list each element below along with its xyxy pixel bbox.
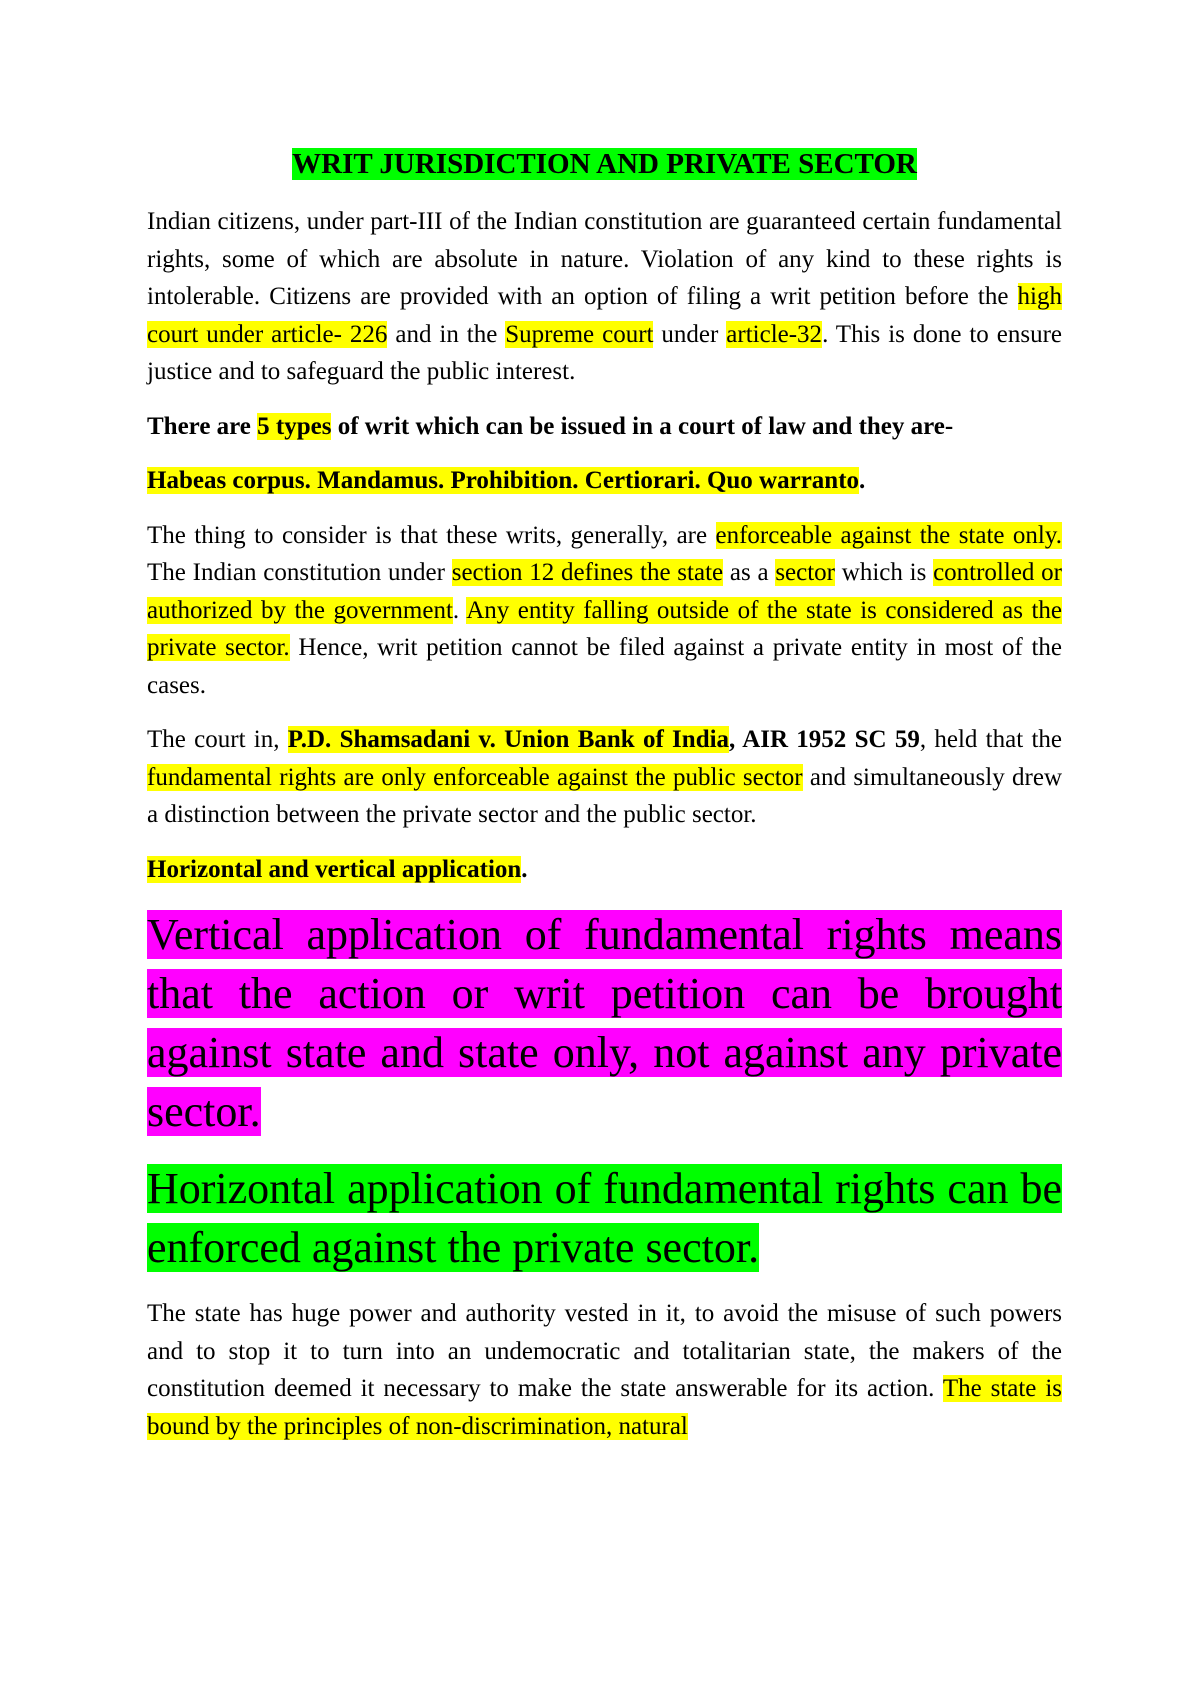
consider-text-4: which is xyxy=(835,559,934,586)
section-heading-application xyxy=(147,851,1062,889)
types-text-1: There are xyxy=(147,412,258,440)
intro-highlight-supreme-court: Supreme court xyxy=(505,320,654,348)
consider-text-1: The thing to consider is that these writs, generally, are xyxy=(147,521,716,549)
section-heading-highlight: Horizontal and vertical application xyxy=(147,855,522,883)
consider-text-2: The Indian constitution under xyxy=(147,559,452,586)
document-title xyxy=(147,144,1062,184)
intro-highlight-article-226: high court under article- 226 xyxy=(147,283,1062,348)
consider-highlight-2: section 12 defines the state xyxy=(451,559,724,586)
final-text-1: The state has huge power and authority vested in it, to avoid the misuse of such powers and to stop it to turn into an undemocratic and totalitarian state, the makers of the constitution deemed it necessary to make the state answerable for its action. xyxy=(147,1300,1062,1402)
document-content xyxy=(147,130,1062,1462)
writ-list-period: . xyxy=(859,467,866,494)
section-heading-period: . xyxy=(521,855,528,883)
horizontal-application-highlight: Horizontal application of fundamental rights can be enforced against the private sector. xyxy=(147,1164,1062,1272)
horizontal-application-paragraph xyxy=(147,1159,1062,1277)
vertical-application-highlight: Vertical application of fundamental rights means that the action or writ petition can be brought against state and state only, not against any private sector. xyxy=(147,910,1062,1136)
writ-list-paragraph xyxy=(147,462,1062,500)
court-text-4: and simultaneously drew a distinction between the private sector and the public sector. xyxy=(147,763,1063,828)
consider-highlight-1: enforceable against the state only. xyxy=(715,521,1063,549)
consider-text-3: as a xyxy=(723,559,776,586)
intro-text-4: . This is done to ensure justice and to safeguard the public interest. xyxy=(147,320,1062,385)
final-highlight-1: The state is bound by the principles of non-discrimination, natural xyxy=(147,1375,1062,1440)
case-law-paragraph xyxy=(147,721,1062,834)
document-title-text: WRIT JURISDICTION AND PRIVATE SECTOR xyxy=(292,148,917,180)
court-text-3: , held that the xyxy=(919,726,1062,753)
intro-paragraph xyxy=(147,203,1062,391)
case-name-highlight: P.D. Shamsadani v. Union Bank of India xyxy=(287,726,730,753)
consider-text-6: Hence, writ petition cannot be filed against a private entity in most of the cases. xyxy=(147,634,1062,699)
intro-highlight-article-32: article-32 xyxy=(726,320,823,348)
consider-highlight-3: sector xyxy=(775,559,836,586)
court-text-1: The court in, xyxy=(147,726,288,753)
intro-text-1: Indian citizens, under part-III of the Indian constitution are guaranteed certain fundamental rights, some of which are absolute in nature. Violation of any kind to these rights is intolerable. Citizens are provided with an option of filing a writ petition before the xyxy=(147,208,1062,310)
writ-list-highlight: Habeas corpus. Mandamus. Prohibition. Certiorari. Quo warranto xyxy=(147,467,860,494)
intro-text-2: and in the xyxy=(387,320,506,348)
types-highlight-5-types: 5 types xyxy=(257,412,332,440)
vertical-application-paragraph xyxy=(147,905,1062,1141)
state-definition-paragraph xyxy=(147,517,1062,705)
court-highlight-2: fundamental rights are only enforceable against the public sector xyxy=(147,763,803,791)
state-power-paragraph xyxy=(147,1295,1062,1445)
types-text-2: of writ which can be issued in a court of law and they are- xyxy=(331,412,954,440)
consider-text-5: . xyxy=(452,596,467,624)
consider-highlight-5: Any entity falling outside of the state is considered as the private sector. xyxy=(147,596,1062,661)
writ-types-paragraph xyxy=(147,408,1062,446)
case-citation: , AIR 1952 SC 59 xyxy=(729,726,920,753)
consider-highlight-4: controlled or authorized by the government xyxy=(147,559,1062,624)
intro-text-3: under xyxy=(653,320,727,348)
